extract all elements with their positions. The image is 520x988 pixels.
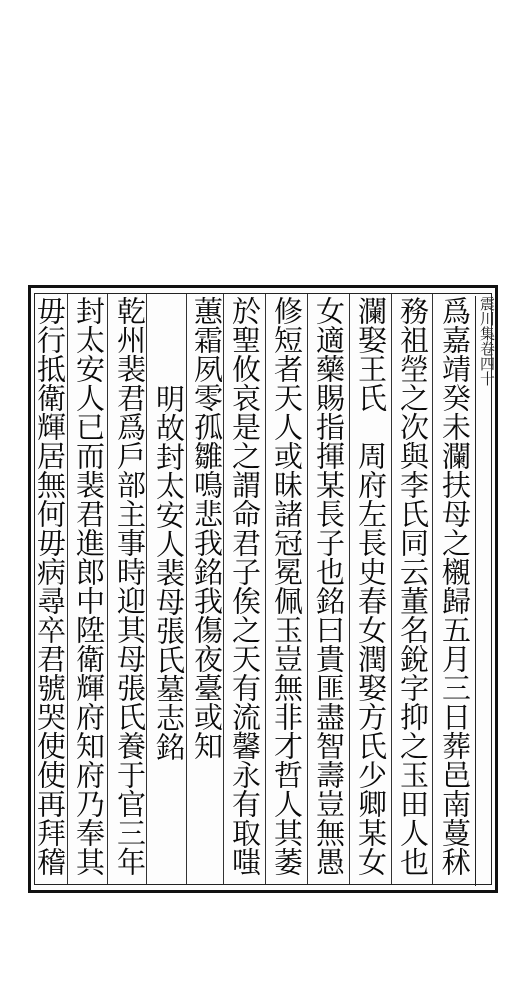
text-column-11: 毋行抵衛輝居無何毋病尋卒君號哭使使再拜稽 — [33, 296, 67, 876]
column-rule — [349, 294, 350, 884]
text-column-5: 修短者天人或昧諸冠冕佩玉豈無非才哲人其萎 — [270, 296, 304, 876]
epitaph-title: 明故封太安人裴母張氏墓志銘 — [152, 384, 186, 761]
column-rule — [67, 294, 68, 884]
text-column-4: 女適藥賜指揮某長子也銘曰貴匪盡智壽豈無愚 — [312, 296, 346, 876]
text-column-9: 乾州裴君爲戶部主事時迎其母張氏養于官三年 — [113, 296, 147, 876]
column-rule — [107, 294, 108, 884]
text-column-10: 封太安人已而裴君進郎中陞衛輝府知府乃奉其 — [72, 296, 106, 876]
text-column-6: 於聖攸哀是之謂命君子俟之天有流馨永有取嗤 — [228, 296, 262, 876]
text-column-1: 爲嘉靖癸未瀾扶母之櫬歸五月三日葬邑南蔓秫 — [438, 296, 472, 876]
column-rule — [307, 294, 308, 884]
column-rule — [391, 294, 392, 884]
text-column-2: 務祖塋之次與李氏同云董名銳字抑之玉田人也 — [396, 296, 430, 876]
column-rule — [432, 294, 433, 884]
margin-label: 震川集卷四十 — [475, 296, 498, 886]
column-rule — [186, 294, 187, 884]
text-column-7: 蕙霜夙零孤雛鳴悲我銘我傷夜臺或知 — [190, 296, 224, 760]
column-rule — [265, 294, 266, 884]
text-column-3: 瀾娶王氏 周府左長史春女潤娶方氏少卿某女 — [354, 296, 388, 876]
